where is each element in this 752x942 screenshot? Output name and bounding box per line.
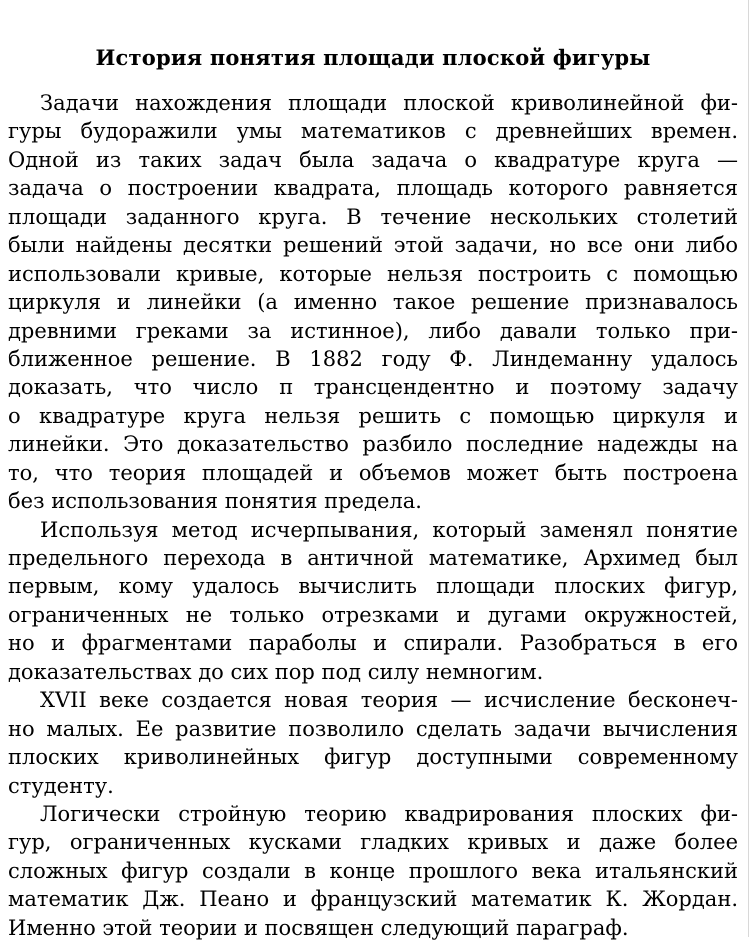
text-line: ближенное решение. В 1882 году Ф. Линдеманну удалось: [8, 346, 738, 371]
text-line: без использования понятия предела.: [8, 489, 422, 514]
text-line: но и фрагментами параболы и спирали. Разобраться в его: [8, 631, 738, 656]
text-line: первым, кому удалось вычислить площади плоских фигур,: [8, 574, 738, 599]
text-line: древними греками за истинное), либо давали только при-: [8, 318, 738, 343]
text-line: гуры будоражили умы математиков с древнейших времен.: [8, 119, 738, 144]
text-line: линейки. Это доказательство разбило последние надежды на: [8, 432, 738, 457]
text-line: предельного перехода в античной математике, Архимед был: [8, 546, 738, 570]
document-body: [8, 89, 738, 942]
text-line: гур, ограниченных кусками гладких кривых и даже более: [8, 830, 738, 855]
text-line: были найдены десятки решений этой задачи, но все они либо: [8, 233, 738, 258]
text-line: задача о построении квадрата, площадь которого равняется: [8, 176, 738, 201]
text-line: сложных фигур создали в конце прошлого века итальянский: [8, 858, 738, 883]
text-line: Именно этой теории и посвящен следующий параграф.: [8, 915, 629, 940]
paragraph-2: [8, 516, 738, 687]
text-line: доказать, что число π трансцендентно и поэтому задачу: [8, 375, 738, 400]
section-title: История понятия площади плоской фигуры: [95, 45, 651, 70]
text-line: площади заданного круга. В течение нескольких столетий: [8, 204, 738, 229]
text-line: доказательствах до сих пор под силу немногим.: [8, 659, 544, 684]
text-line: о квадратуре круга нельзя решить с помощью циркуля и: [8, 403, 738, 428]
text-line: Логически стройную теорию квадрирования плоских фи-: [40, 801, 738, 826]
text-line: то, что теория площадей и объемов может быть построена: [8, 460, 738, 485]
paragraph-4: [8, 800, 738, 942]
text-line: но малых. Ее развитие позволило сделать задачи вычисления: [8, 716, 738, 741]
text-line: ограниченных не только отрезками и дугами окружностей,: [8, 602, 738, 627]
text-line: XVII веке создается новая теория — исчисление бесконеч-: [40, 688, 738, 713]
text-line: математик Дж. Пеано и французский математик К. Жордан.: [8, 887, 738, 912]
text-line: циркуля и линейки (а именно такое решение признавалось: [8, 290, 738, 315]
page-edge-rule: [748, 0, 749, 937]
text-line: Используя метод исчерпывания, который заменял понятие: [40, 517, 738, 542]
paragraph-1: [8, 89, 738, 516]
text-line: студенту.: [8, 773, 114, 798]
paragraph-3: [8, 686, 738, 800]
text-line: плоских криволинейных фигур доступными современному: [8, 745, 738, 770]
text-line: Одной из таких задач была задача о квадратуре круга —: [8, 147, 738, 172]
text-line: использовали кривые, которые нельзя построить с помощью: [8, 261, 738, 286]
text-line: Задачи нахождения площади плоской криволинейной фи-: [40, 91, 738, 115]
